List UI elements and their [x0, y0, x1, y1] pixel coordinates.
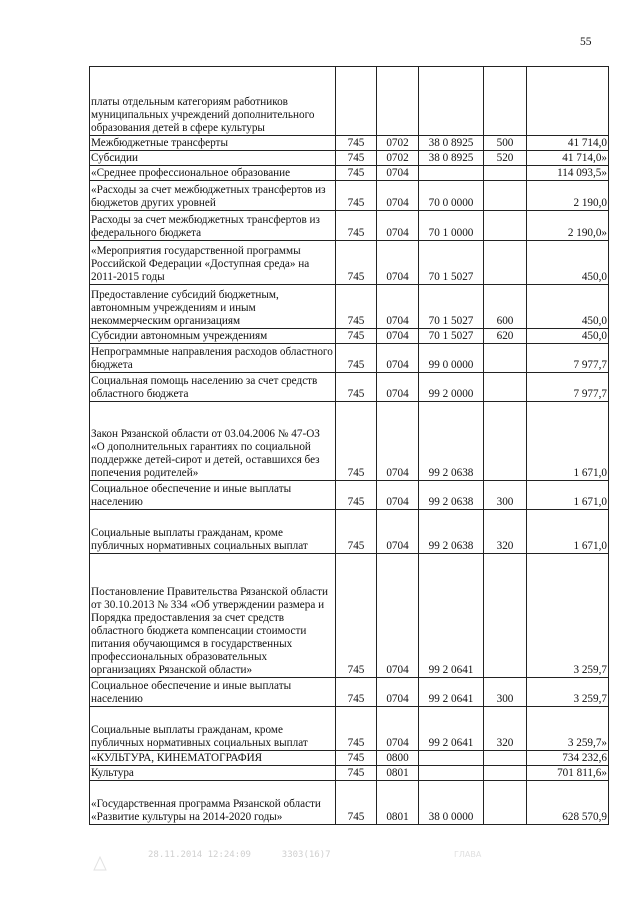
row-expense-type-cell — [484, 241, 527, 285]
row-group-code-cell: 745 — [336, 554, 377, 678]
row-section-cell: 0801 — [377, 766, 419, 781]
footer-stamp — [148, 850, 331, 860]
row-amount-cell: 450,0 — [527, 329, 609, 344]
row-name-cell: Постановление Правительства Рязанской области от 30.10.2013 № 334 «Об утверждении размера и Порядка предоставления за счет средств областного бюджета компенсации стоимости питания обучающимся в государственных профессиональных образовательных организациях Рязанской области» — [90, 554, 336, 678]
budget-table — [89, 66, 609, 825]
row-expense-type-cell — [484, 181, 527, 211]
row-section-cell: 0704 — [377, 678, 419, 707]
row-section-cell: 0704 — [377, 181, 419, 211]
row-section-cell: 0704 — [377, 166, 419, 181]
row-article-cell: 99 2 0000 — [419, 373, 484, 402]
row-expense-type-cell: 520 — [484, 151, 527, 166]
row-group-code-cell: 745 — [336, 373, 377, 402]
row-expense-type-cell: 620 — [484, 329, 527, 344]
row-name-cell: «Среднее профессиональное образование — [90, 166, 336, 181]
footer-right-mark: ГЛАВА — [454, 850, 482, 859]
table-row — [90, 481, 609, 510]
table-row — [90, 67, 609, 136]
table-row — [90, 510, 609, 554]
row-amount-cell: 41 714,0» — [527, 151, 609, 166]
row-section-cell: 0704 — [377, 707, 419, 751]
row-expense-type-cell — [484, 344, 527, 373]
row-name-cell: Культура — [90, 766, 336, 781]
row-group-code-cell: 745 — [336, 781, 377, 825]
table-row — [90, 554, 609, 678]
row-section-cell: 0702 — [377, 151, 419, 166]
row-expense-type-cell: 320 — [484, 510, 527, 554]
row-group-code-cell: 745 — [336, 766, 377, 781]
table-row — [90, 151, 609, 166]
row-article-cell — [419, 751, 484, 766]
table-row — [90, 781, 609, 825]
row-section-cell — [377, 67, 419, 136]
row-section-cell: 0704 — [377, 481, 419, 510]
row-section-cell: 0702 — [377, 136, 419, 151]
row-name-cell: Субсидии — [90, 151, 336, 166]
table-row — [90, 373, 609, 402]
row-group-code-cell: 745 — [336, 402, 377, 481]
row-section-cell: 0704 — [377, 510, 419, 554]
row-name-cell: Социальные выплаты гражданам, кроме публичных нормативных социальных выплат — [90, 510, 336, 554]
table-row — [90, 136, 609, 151]
row-group-code-cell: 745 — [336, 707, 377, 751]
row-amount-cell: 701 811,6» — [527, 766, 609, 781]
row-amount-cell: 114 093,5» — [527, 166, 609, 181]
row-expense-type-cell — [484, 211, 527, 241]
row-group-code-cell: 745 — [336, 751, 377, 766]
row-article-cell: 38 0 8925 — [419, 136, 484, 151]
row-name-cell: Субсидии автономным учреждениям — [90, 329, 336, 344]
row-article-cell: 38 0 8925 — [419, 151, 484, 166]
row-amount-cell: 3 259,7 — [527, 678, 609, 707]
row-section-cell: 0704 — [377, 241, 419, 285]
row-group-code-cell: 745 — [336, 329, 377, 344]
row-name-cell: Социальная помощь населению за счет средств областного бюджета — [90, 373, 336, 402]
row-article-cell: 70 1 0000 — [419, 211, 484, 241]
row-group-code-cell: 745 — [336, 211, 377, 241]
row-amount-cell: 41 714,0 — [527, 136, 609, 151]
row-group-code-cell: 745 — [336, 481, 377, 510]
table-row — [90, 402, 609, 481]
table-row — [90, 181, 609, 211]
row-name-cell: Социальное обеспечение и иные выплаты населению — [90, 481, 336, 510]
row-name-cell: «КУЛЬТУРА, КИНЕМАТОГРАФИЯ — [90, 751, 336, 766]
row-section-cell: 0800 — [377, 751, 419, 766]
row-group-code-cell: 745 — [336, 241, 377, 285]
row-group-code-cell: 745 — [336, 678, 377, 707]
table-row — [90, 751, 609, 766]
row-amount-cell: 1 671,0 — [527, 510, 609, 554]
table-row — [90, 766, 609, 781]
row-expense-type-cell — [484, 402, 527, 481]
row-name-cell: Социальное обеспечение и иные выплаты населению — [90, 678, 336, 707]
row-article-cell: 99 2 0638 — [419, 402, 484, 481]
row-article-cell: 99 0 0000 — [419, 344, 484, 373]
footer-doc-number: 3303(16)7 — [281, 850, 331, 860]
table-row — [90, 707, 609, 751]
table-row — [90, 344, 609, 373]
table-row — [90, 211, 609, 241]
table-row — [90, 329, 609, 344]
row-group-code-cell: 745 — [336, 285, 377, 329]
row-expense-type-cell — [484, 781, 527, 825]
row-section-cell: 0704 — [377, 373, 419, 402]
row-group-code-cell: 745 — [336, 166, 377, 181]
row-name-cell: «Государственная программа Рязанской области «Развитие культуры на 2014-2020 годы» — [90, 781, 336, 825]
row-amount-cell: 734 232,6 — [527, 751, 609, 766]
row-section-cell: 0704 — [377, 211, 419, 241]
row-amount-cell: 450,0 — [527, 285, 609, 329]
row-group-code-cell: 745 — [336, 510, 377, 554]
row-amount-cell: 2 190,0 — [527, 181, 609, 211]
row-expense-type-cell — [484, 554, 527, 678]
row-article-cell: 70 1 5027 — [419, 285, 484, 329]
row-expense-type-cell: 300 — [484, 678, 527, 707]
row-expense-type-cell: 500 — [484, 136, 527, 151]
row-name-cell: «Расходы за счет межбюджетных трансфертов из бюджетов других уровней — [90, 181, 336, 211]
row-article-cell — [419, 766, 484, 781]
table-row — [90, 285, 609, 329]
row-name-cell: Межбюджетные трансферты — [90, 136, 336, 151]
row-name-cell: Закон Рязанской области от 03.04.2006 № 47-ОЗ «О дополнительных гарантиях по социальной поддержке детей-сирот и детей, оставшихся без попечения родителей» — [90, 402, 336, 481]
row-group-code-cell: 745 — [336, 181, 377, 211]
row-article-cell — [419, 166, 484, 181]
row-name-cell: Социальные выплаты гражданам, кроме публичных нормативных социальных выплат — [90, 707, 336, 751]
row-article-cell: 99 2 0641 — [419, 678, 484, 707]
row-article-cell: 70 1 5027 — [419, 241, 484, 285]
table-row — [90, 241, 609, 285]
row-section-cell: 0704 — [377, 402, 419, 481]
row-amount-cell: 3 259,7» — [527, 707, 609, 751]
row-amount-cell: 3 259,7 — [527, 554, 609, 678]
row-expense-type-cell: 600 — [484, 285, 527, 329]
row-expense-type-cell: 300 — [484, 481, 527, 510]
row-expense-type-cell: 320 — [484, 707, 527, 751]
row-group-code-cell: 745 — [336, 344, 377, 373]
row-article-cell — [419, 67, 484, 136]
row-expense-type-cell — [484, 766, 527, 781]
row-article-cell: 99 2 0638 — [419, 510, 484, 554]
row-amount-cell: 1 671,0 — [527, 481, 609, 510]
row-name-cell: «Мероприятия государственной программы Российской Федерации «Доступная среда» на 2011-2015 годы — [90, 241, 336, 285]
row-article-cell: 70 0 0000 — [419, 181, 484, 211]
row-article-cell: 70 1 5027 — [419, 329, 484, 344]
row-section-cell: 0704 — [377, 344, 419, 373]
row-amount-cell: 1 671,0 — [527, 402, 609, 481]
row-amount-cell — [527, 67, 609, 136]
row-group-code-cell — [336, 67, 377, 136]
row-article-cell: 38 0 0000 — [419, 781, 484, 825]
row-name-cell: платы отдельным категориям работников муниципальных учреждений дополнительного образования детей в сфере культуры — [90, 67, 336, 136]
footer-timestamp: 28.11.2014 12:24:09 — [148, 850, 251, 860]
row-expense-type-cell — [484, 67, 527, 136]
row-name-cell: Расходы за счет межбюджетных трансфертов из федерального бюджета — [90, 211, 336, 241]
row-amount-cell: 628 570,9 — [527, 781, 609, 825]
row-name-cell: Предоставление субсидий бюджетным, автономным учреждениям и иным некоммерческим организациям — [90, 285, 336, 329]
row-article-cell: 99 2 0641 — [419, 707, 484, 751]
row-amount-cell: 450,0 — [527, 241, 609, 285]
row-expense-type-cell — [484, 166, 527, 181]
table-row — [90, 166, 609, 181]
row-name-cell: Непрограммные направления расходов областного бюджета — [90, 344, 336, 373]
row-expense-type-cell — [484, 373, 527, 402]
row-section-cell: 0704 — [377, 285, 419, 329]
row-group-code-cell: 745 — [336, 151, 377, 166]
budget-table-body — [90, 67, 609, 825]
table-row — [90, 678, 609, 707]
row-amount-cell: 7 977,7 — [527, 373, 609, 402]
row-amount-cell: 2 190,0» — [527, 211, 609, 241]
row-expense-type-cell — [484, 751, 527, 766]
row-section-cell: 0704 — [377, 329, 419, 344]
row-section-cell: 0704 — [377, 554, 419, 678]
row-article-cell: 99 2 0641 — [419, 554, 484, 678]
row-article-cell: 99 2 0638 — [419, 481, 484, 510]
row-amount-cell: 7 977,7 — [527, 344, 609, 373]
stamp-mark-icon — [93, 856, 107, 872]
row-group-code-cell: 745 — [336, 136, 377, 151]
page-number: 55 — [580, 36, 592, 48]
row-section-cell: 0801 — [377, 781, 419, 825]
